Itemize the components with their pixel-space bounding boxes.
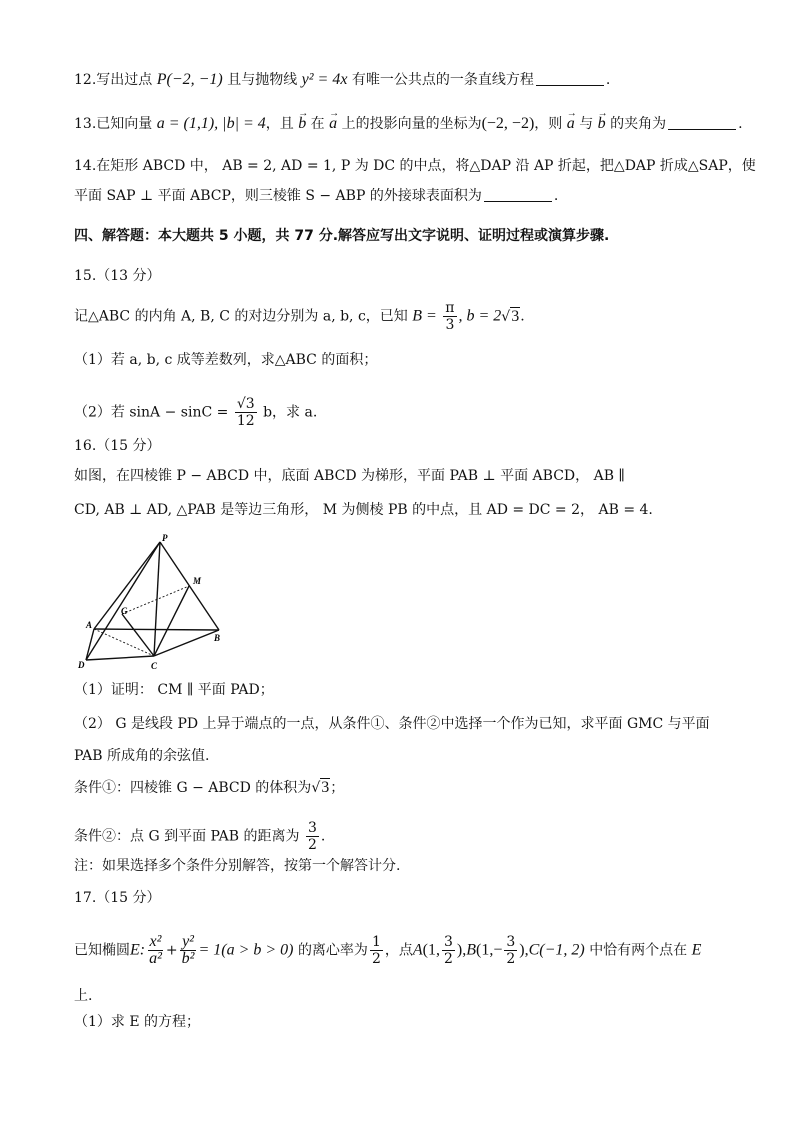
q16-cond2-num: 3: [307, 820, 317, 836]
q17-B: B: [466, 941, 476, 959]
q17-E: E:: [130, 941, 146, 959]
edge-AD: [86, 629, 94, 660]
q17-stem-text-d: 中恰有两个点在: [589, 942, 688, 959]
q17-stem: 已知椭圆E: $\frac{\text{x²}}{\text{a²}}$ + $\frac{\text{y²}}{\text{b²}}$ = 1(a > b > 0) 的离心率为 $\frac{1}{2}$ ，点A(1, $\frac{3}{2}$ ),B(1,− $\frac{3}{2}$ ),C(−1, 2) 中恰有两个点在 E: [74, 933, 702, 967]
q13-text-c: 在: [310, 116, 325, 132]
q15-part2-num: √3: [236, 396, 255, 412]
q17-plus: +: [165, 942, 178, 959]
q12-end: .: [605, 72, 611, 88]
q13-line: [74, 114, 743, 134]
q12-parabola: y² = 4x: [301, 71, 348, 88]
q14-end: .: [553, 188, 559, 204]
q17-stem-text-a: 已知椭圆: [74, 942, 130, 959]
q13-text-g: 的夹角为: [610, 116, 667, 132]
q15-sqrt: √3: [501, 307, 520, 325]
edge-PD: [86, 542, 160, 660]
q17-stem-text-c: ，点: [384, 942, 413, 959]
q15-part2-frac: [235, 396, 257, 429]
q13-end: .: [738, 116, 743, 132]
q16-part1: （1）证明： CM ∥ 平面 PAD；: [74, 682, 274, 698]
q17-y2: y²: [182, 933, 194, 950]
q17-header: 17.（15 分）: [74, 890, 161, 906]
edge-DC: [86, 656, 154, 660]
q14-line2-text: 平面 SAP ⊥ 平面 ABCP，则三棱锥 S − ABP 的外接球表面积为: [74, 188, 482, 204]
q17-y-frac: [180, 934, 197, 967]
q17-stem-end: 上.: [74, 988, 93, 1004]
q17-x2: x²: [149, 933, 162, 950]
q16-part2-line1: （2） G 是线段 PD 上异于端点的一点，从条件①、条件②中选择一个作为已知，求平面 GMC 与平面: [74, 716, 710, 732]
q13-vector-a: a = (1,1), |b| = 4: [156, 115, 266, 132]
q13-b-2: → b: [598, 114, 606, 134]
q15-stem: [74, 300, 724, 333]
q15-stem-text: 记△ABC 的内角 A, B, C 的对边分别为 a, b, c，已知: [74, 308, 408, 325]
q16-cond1-end: ；: [330, 780, 345, 796]
q14-line2: [74, 186, 724, 206]
q15-part2-text: （2）若 sinA − sinC =: [74, 404, 229, 421]
q16-header: 16.（15 分）: [74, 438, 161, 454]
q17-stem-text-b: 的离心率为: [297, 942, 368, 959]
q16-note: 注：如果选择多个条件分别解答，按第一个解答计分.: [74, 858, 401, 874]
label-G: G: [121, 606, 128, 616]
q15-pi-over-3: [443, 300, 456, 333]
q13-projection: (−2, −2): [481, 115, 535, 132]
q13-text-f: 与: [579, 116, 594, 132]
q14-line1: 14.在矩形 ABCD 中， AB = 2, AD = 1, P 为 DC 的中点，将△DAP 沿 AP 折起，把△DAP 折成△SAP，使: [74, 158, 756, 174]
edge-AC-hidden: [94, 629, 154, 656]
label-P: P: [162, 534, 168, 543]
q15-pi: π: [445, 300, 455, 316]
q16-cond2-end: .: [320, 828, 326, 845]
q17-A-num: 3: [443, 934, 453, 950]
q12-text-b: 且与抛物线: [227, 72, 298, 88]
edge-PC: [154, 542, 160, 656]
q13-answer-blank: [668, 115, 736, 130]
q15-part1: （1）若 a, b, c 成等差数列，求△ABC 的面积；: [74, 352, 378, 368]
q15-part2: [74, 396, 724, 429]
q13-text-b: ，且: [265, 116, 294, 132]
q13-a: → a: [329, 114, 337, 134]
q17-A: A: [412, 941, 423, 959]
q17-ecc-num: 1: [371, 934, 381, 950]
q15-part2-end: b，求 a.: [263, 404, 318, 421]
edge-GC: [122, 614, 154, 656]
q16-cond1-radicand: 3: [321, 779, 330, 796]
q15-three: 3: [445, 317, 455, 333]
q17-b2: b²: [181, 950, 195, 967]
label-A: A: [86, 620, 93, 630]
edge-PB: [160, 542, 219, 630]
q16-cond2-frac: [306, 820, 319, 853]
q17-a2: a²: [149, 950, 162, 967]
label-C: C: [151, 661, 158, 671]
q15-B-eq: B =: [412, 307, 437, 325]
q16-stem1: 如图，在四棱锥 P − ABCD 中，底面 ABCD 为梯形，平面 PAB ⊥ 平面 ABCD， AB ∥: [74, 468, 625, 484]
label-M: M: [193, 576, 202, 586]
q15-sqrt-radicand: 3: [511, 307, 520, 325]
q15-stem-end: .: [520, 308, 525, 325]
q12-point: P(−2, −1): [156, 71, 223, 88]
q17-B-den: 2: [506, 951, 516, 967]
q12-text-a: 写出过点: [96, 72, 153, 88]
edge-CM: [154, 586, 189, 656]
q17-B-frac: [504, 934, 517, 967]
q16-pyramid-figure: [74, 534, 234, 674]
q17-cond: = 1(a > b > 0): [198, 941, 294, 959]
label-D: D: [78, 660, 85, 670]
q17-E-2: E: [691, 941, 702, 959]
q17-A-frac: [442, 934, 455, 967]
q16-condition1: [74, 778, 724, 798]
q15-header: 15.（13 分）: [74, 268, 161, 284]
q17-ecc-frac: [370, 934, 383, 967]
q17-C: C(−1, 2): [528, 941, 585, 959]
q16-cond2-den: 2: [307, 837, 317, 853]
q16-condition2: [74, 820, 724, 853]
q12-line: [74, 70, 724, 90]
q13-b: → b: [298, 114, 306, 134]
q16-stem2: CD, AB ⊥ AD, △PAB 是等边三角形， M 为侧棱 PB 的中点，且 AD = DC = 2， AB = 4.: [74, 502, 653, 518]
q16-cond1-sqrt: √3: [311, 779, 330, 796]
q13-text-a: 已知向量: [96, 116, 153, 132]
section-heading: 四、解答题：本大题共 5 小题，共 77 分.解答应写出文字说明、证明过程或演算步骤.: [74, 228, 610, 244]
q15-part2-den: 12: [236, 413, 255, 429]
q17-ecc-den: 2: [371, 951, 381, 967]
q13-number: 13.: [74, 116, 97, 132]
q17-A-den: 2: [443, 951, 453, 967]
q14-answer-blank: [484, 187, 552, 202]
q12-text-c: 有唯一公共点的一条直线方程: [351, 72, 534, 88]
edge-GM-hidden: [122, 586, 189, 614]
q12-number: 12.: [74, 72, 97, 88]
label-B: B: [214, 633, 221, 643]
q17-x-frac: [147, 934, 164, 967]
q13-a-2: → a: [567, 114, 575, 134]
q13-text-e: ，则: [534, 116, 563, 132]
q17-part1: （1）求 E 的方程；: [74, 1014, 201, 1030]
q16-cond2-text: 条件②：点 G 到平面 PAB 的距离为: [74, 828, 300, 845]
q17-B-num: 3: [506, 934, 516, 950]
q12-answer-blank: [536, 71, 604, 86]
q16-cond1-text: 条件①：四棱锥 G − ABCD 的体积为: [74, 780, 312, 796]
q16-part2-line2: PAB 所成角的余弦值.: [74, 748, 210, 764]
q15-b-eq: , b = 2: [458, 307, 502, 325]
edge-CB: [154, 630, 219, 656]
edge-AB: [94, 629, 219, 630]
q13-text-d: 上的投影向量的坐标为: [341, 116, 482, 132]
